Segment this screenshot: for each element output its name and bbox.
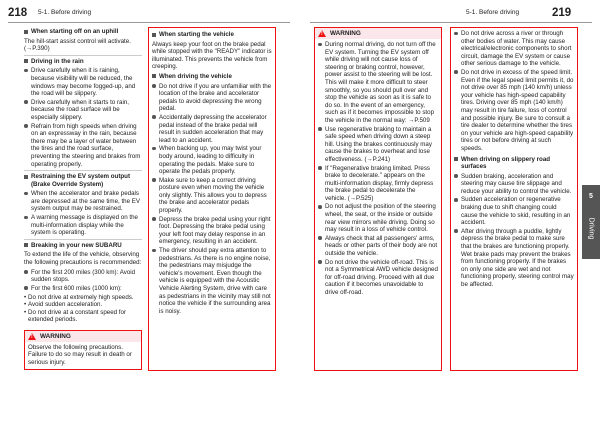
uphill-text: The hill-start assist control will activate. (→P.390) — [24, 37, 131, 53]
restrain-heading: Restraining the EV system output (Brake Override System) — [24, 173, 142, 188]
divider — [24, 239, 142, 240]
warning-header: ! WARNING — [25, 331, 141, 342]
bullet-icon — [24, 269, 31, 284]
list-item: When backing up, you may twist your body around, leading to difficulty in operating the pedals. Make sure to operate the pedals properly. — [152, 145, 272, 175]
square-bullet-icon — [24, 59, 28, 63]
warning-box-continued — [148, 27, 276, 371]
list-item: Do not drive if you are unfamiliar with the location of the brake and accelerator pedals to avoid depressing the wrong pedal. — [152, 83, 272, 113]
uphill-heading: When starting off on an uphill — [24, 28, 142, 36]
list-item: After driving through a puddle, lightly depress the brake pedal to make sure that the brakes are functioning properly. Wet brake pads may prevent the brakes from functioning properly. If the brakes on only one side are wet and not functioning properly, steering control may be affected. — [454, 228, 574, 289]
bullet-icon — [318, 235, 325, 258]
list-item: Use regenerative braking to maintain a safe speed when driving down a steep hill. Using the brakes continuously may cause the brakes to overheat and lose effectiveness. (→P.241) — [318, 126, 438, 164]
bullet-icon — [152, 145, 159, 175]
bullet-icon — [152, 177, 159, 215]
chapter-tab — [582, 185, 600, 259]
bullet-icon — [24, 214, 31, 237]
warning-text: Observe the following precautions. Failure to do so may result in death or serious injury. — [28, 343, 132, 367]
square-bullet-icon — [24, 30, 28, 34]
sub-item: • Avoid sudden acceleration. — [24, 301, 103, 309]
breakin-heading: Breaking in your new SUBARU — [24, 242, 142, 250]
starting-text: Always keep your foot on the brake pedal while stopped with the "READY" indicator is illuminated. This prevents the vehicle from creeping. — [152, 40, 272, 71]
bullet-icon — [24, 67, 31, 97]
bullet-icon — [454, 69, 461, 153]
warning-box — [24, 330, 142, 370]
warning-triangle-icon — [318, 30, 326, 37]
warning-triangle-icon — [28, 333, 36, 340]
column-3 — [314, 27, 442, 371]
left-section-title: 5-1. Before driving — [38, 9, 92, 16]
bullet-icon — [454, 196, 461, 226]
left-page-number: 218 — [8, 7, 28, 19]
bullet-icon — [152, 216, 159, 246]
slippery-heading: When driving on slippery road surfaces — [454, 156, 574, 171]
divider — [24, 55, 142, 56]
bullet-icon — [152, 247, 159, 315]
warning-box-continued — [450, 27, 578, 371]
list-item: Do not drive in excess of the speed limit. Even if the legal speed limit permits it, do not drive over 85 mph (140 km/h) unless your vehicle has high-speed capability tires. Driving over 85 mph (140 km/h) may result in tire failure, loss of control and possible injury. Be sure to consult a tire dealer to determine whether the tires on your vehicle are high-speed capability tires or not before driving at such speeds. — [454, 69, 574, 153]
square-bullet-icon — [152, 33, 156, 37]
list-item: For the first 200 miles (300 km): Avoid sudden stops. — [24, 269, 142, 284]
warning-header: ! WARNING — [315, 28, 441, 39]
bullet-icon — [24, 285, 31, 293]
square-bullet-icon — [454, 157, 458, 161]
list-item: When the accelerator and brake pedals are depressed at the same time, the EV system output may be restrained. — [24, 190, 142, 213]
rain-heading: Driving in the rain — [24, 58, 142, 66]
sub-item: • Do not drive at a constant speed for extended periods. — [24, 308, 127, 324]
bullet-icon — [24, 123, 31, 169]
list-item: Accidentally depressing the accelerator pedal instead of the brake pedal will result in sudden acceleration that may lead to an accident. — [152, 114, 272, 144]
warning-box — [314, 27, 442, 371]
column-2 — [148, 27, 276, 371]
list-item: Make sure to keep a correct driving posture even when moving the vehicle only slightly. This allows you to depress the brake and accelerator pedals properly. — [152, 177, 272, 215]
chapter-label: Driving — [587, 217, 595, 240]
bullet-icon — [152, 114, 159, 144]
bullet-icon — [318, 126, 325, 164]
list-item: Sudden braking, acceleration and steering may cause tire slippage and reduce your ability to control the vehicle. — [454, 173, 574, 196]
column-4 — [450, 27, 578, 371]
list-item: Always check that all passengers' arms, heads or other parts of their body are not outside the vehicle. — [318, 235, 438, 258]
list-item: The driver should pay extra attention to pedestrians. As there is no engine noise, the pedestrians may misjudge the vehicle's movement. Even though the vehicle is equipped with the Acoustic Vehicle Alerting System, drive with care as pedestrians in the vicinity may still not notice the vehicle if the surrounding area is noisy. — [152, 247, 272, 315]
left-header-rule — [8, 22, 290, 23]
square-bullet-icon — [24, 175, 28, 179]
square-bullet-icon — [24, 243, 28, 247]
bullet-icon — [152, 83, 159, 113]
bullet-icon — [454, 30, 461, 68]
right-section-title: 5-1. Before driving — [466, 9, 520, 16]
divider — [24, 170, 142, 171]
square-bullet-icon — [152, 74, 156, 78]
list-item: Do not drive the vehicle off-road. This is not a Symmetrical AWD vehicle designed for off-road driving. Proceed with all due caution if it becomes unavoidable to drive off-road. — [318, 259, 438, 297]
list-item: Sudden acceleration or regenerative braking due to shift changing could cause the vehicle to skid, resulting in an accident. — [454, 196, 574, 226]
list-item: Do not drive across a river or through other bodies of water. This may cause electrical/electronic components to short circuit, damage the EV system or cause other serious damage to the vehicle. — [454, 30, 574, 68]
list-item: Refrain from high speeds when driving on an expressway in the rain, because there may be a layer of water between the tires and the road surface, preventing the steering and brakes from operating properly. — [24, 123, 142, 169]
right-header-rule — [310, 22, 592, 23]
column-1 — [24, 27, 142, 370]
bullet-icon — [454, 173, 461, 196]
bullet-icon — [318, 165, 325, 203]
list-item: If "Regenerative braking limited. Press brake to decelerate." appears on the multi-information display, firmly depress the brake pedal to decelerate the vehicle. (→P.525) — [318, 165, 438, 203]
starting-heading: When starting the vehicle — [152, 31, 272, 39]
warning-body — [315, 39, 441, 300]
list-item: Drive carefully when it starts to rain, because the road surface will be especially slippery. — [24, 99, 142, 122]
bullet-icon — [24, 190, 31, 213]
bullet-icon — [454, 228, 461, 289]
bullet-icon — [318, 41, 325, 125]
bullet-icon — [318, 259, 325, 297]
right-page-number: 219 — [552, 7, 572, 19]
list-item: For the first 600 miles (1000 km): — [24, 285, 142, 293]
bullet-icon — [24, 99, 31, 122]
list-item: Drive carefully when it is raining, because visibility will be reduced, the windows may become fogged-up, and the road will be slippery. — [24, 67, 142, 97]
list-item: Depress the brake pedal using your right foot. Depressing the brake pedal using your left foot may delay response in an emergency, resulting in an accident. — [152, 216, 272, 246]
list-item: A warning message is displayed on the multi-information display while the system is operating. — [24, 214, 142, 237]
breakin-text: To extend the life of the vehicle, observing the following precautions is recommended: — [24, 251, 142, 267]
list-item: Do not adjust the position of the steering wheel, the seat, or the inside or outside rear view mirrors while driving. Doing so may result in a loss of vehicle control. — [318, 203, 438, 233]
sub-item: • Do not drive at extremely high speeds. — [24, 293, 134, 301]
driving-heading: When driving the vehicle — [152, 73, 272, 81]
bullet-icon — [318, 203, 325, 233]
list-item: During normal driving, do not turn off the EV system. Turning the EV system off while driving will not cause loss of steering or braking control, however, power assist to the steering will be lost. This will make it more difficult to steer smoothly, so you should pull over and stop the vehicle as soon as it is safe to do so. In the event of an emergency, such as if it becomes impossible to stop the vehicle in the normal way: →P.509 — [318, 41, 438, 125]
chapter-number: 5 — [589, 193, 593, 200]
